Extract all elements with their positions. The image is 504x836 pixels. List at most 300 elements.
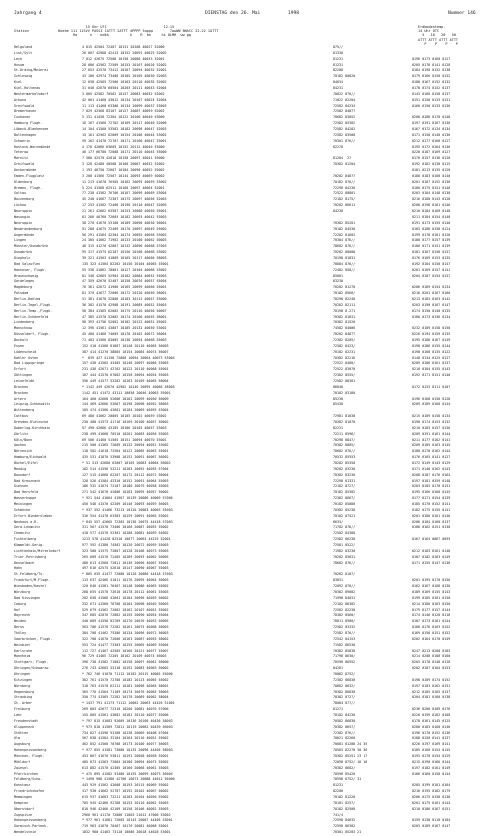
weather-code-groups: 70022 876// xyxy=(333,91,356,96)
station-name: Bocholt xyxy=(14,337,29,342)
observation-code-groups: 1142 451 41472 43111 10058 20046 40063 55001 xyxy=(82,390,171,395)
weather-code-groups: 70282 81270 xyxy=(333,285,356,290)
station-name: Meudig xyxy=(14,466,27,471)
soil-temperatures: 0185 0170 0152 0141 xyxy=(412,502,451,507)
station-name: Kümmeldt-Gerig. xyxy=(14,543,45,548)
weather-code-groups: 72092 876// xyxy=(333,584,356,589)
observation-code-groups: 567 838 41584 32104 10164 20110 40051 55002 xyxy=(82,736,169,741)
weather-code-groups: 70081 81208 24 35 xyxy=(333,742,368,747)
soil-temperatures: 0203 0184 0148 0130 xyxy=(412,191,451,196)
observation-code-groups: 4 015 42504 72407 10131 20108 40027 52006 xyxy=(82,45,165,49)
observation-code-groups: 81 379 41677 72606 10172 20120 40050 58001 xyxy=(82,291,167,296)
station-name: Öhringen/Schwarzw. xyxy=(14,666,51,671)
observation-code-groups: 347 685 42076 72802 10155 20090 40054 55004 xyxy=(82,613,169,618)
station-name: Meiningen xyxy=(14,502,33,507)
soil-temperatures: 0205 0199 0181 0164 xyxy=(412,783,451,788)
weather-code-groups: 70298 8847/ xyxy=(333,437,356,442)
station-name: Marnitz xyxy=(14,156,29,161)
observation-code-groups: 332 671 41560 76700 10164 20098 40049 56003 xyxy=(82,601,169,606)
observation-code-groups: 112 727 41467 42505 10166 20121 40077 55007 xyxy=(82,648,169,653)
weather-code-groups: 70282 84877 xyxy=(333,332,356,337)
station-name: Manschnow xyxy=(14,326,33,331)
station-name: Hof xyxy=(14,607,21,612)
soil-temperatures: 0188 0150 0141 0137 xyxy=(412,736,451,741)
weather-code-groups: 70384 876// xyxy=(333,238,356,243)
station-name: Hahn xyxy=(14,566,23,571)
observation-code-groups: 39 321 41563 41809 10165 20117 40066 58003 xyxy=(82,255,167,260)
weather-code-groups: 84634 xyxy=(333,80,344,85)
weather-code-groups: 72582 84234 xyxy=(333,103,356,108)
weather-code-groups: 72582 82230 xyxy=(333,607,356,612)
soil-temperatures: 0178 0161 0145 0125 xyxy=(412,718,451,723)
observation-code-groups: 453 867 41670 53011 10191 20058 40058 55001 xyxy=(82,753,169,758)
weather-code-groups: 71998 84031 xyxy=(333,595,356,600)
observation-code-groups: 157 430 41565 43405 10146 20097 40066 53003 xyxy=(82,361,169,366)
column-heading-line: Station Boehe 111 11SVV PASSI 1ATTT 2ATTT 4PPPP 5appp 7wwWW 8NhCC 22-22 1ATTT xyxy=(14,29,219,34)
soil-temperatures: 0171 0148 0162 0143 xyxy=(412,466,451,471)
weather-code-groups: 70382 82216 xyxy=(333,355,356,360)
observation-code-groups: 120 646 41581 76407 10148 20080 40063 55002 xyxy=(82,584,169,589)
weather-code-groups: 72981 81030 xyxy=(333,414,356,419)
observation-code-groups: 282 658 41566 42601 10184 20096 40059 58002 xyxy=(82,595,169,600)
soil-temperatures: 0203 0170 0148 0128 xyxy=(412,660,451,665)
station-name: München, Flugh. xyxy=(14,753,45,758)
observation-code-groups: 128 526 41584 42310 10152 20091 40064 55003 xyxy=(82,478,169,483)
weather-code-groups: 70381 85203 21 xyxy=(333,830,362,835)
soil-temperatures: 0187 0173 0161 0144 xyxy=(412,619,451,624)
weather-code-groups: 70282 86611 xyxy=(333,203,356,208)
station-name: Berlin-Dahlem xyxy=(14,296,41,301)
soil-temperatures: 0195 0172 0164 0136 xyxy=(412,144,451,149)
observation-code-groups: 719 963 41670 70407 10176 20081 40068 55001 xyxy=(82,824,169,829)
soil-temperatures: 0216 0180 0143 0128 xyxy=(412,197,451,202)
observation-code-groups: 276 743 42683 53118 10192 20083 40063 56002 xyxy=(82,666,169,671)
station-name: Leipzig-Schkeuditz xyxy=(14,402,51,407)
soil-temperatures: 0206 0189 0154 0134 xyxy=(412,285,451,290)
observation-code-groups: * 762 746 41070 71112 10182 20115 40065 55000 xyxy=(82,671,173,676)
station-name: Bad Lippspringe xyxy=(14,361,45,366)
station-name: Greifswald xyxy=(14,103,35,108)
station-name: Bayreuth xyxy=(14,613,31,618)
soil-temperatures: 0192 0184 0150 0147 xyxy=(412,261,451,266)
weather-code-groups: 84231 xyxy=(333,86,344,91)
observation-code-groups: 113 637 42466 41011 10176 20095 40064 56003 xyxy=(82,578,169,583)
soil-temperatures: 0236 0200 0189 0176 xyxy=(412,707,451,712)
soil-temperatures: 0212 0177 0160 0127 xyxy=(412,138,451,143)
observation-code-groups: 450 548 41570 42209 10148 20093 40059 56003 xyxy=(82,502,169,507)
station-name: Kahler Asten xyxy=(14,355,39,360)
station-name: Münster/Osnabrück xyxy=(14,244,49,249)
observation-code-groups: 810 946 42466 42109 10158 20106 40062 55003 xyxy=(82,806,169,811)
issue-number: Nummer 146 xyxy=(448,11,476,16)
soil-temperatures: 0204 0187 0154 0137 xyxy=(412,273,451,278)
observation-code-groups: 118 502 41610 72504 10122 20085 40063 55001 xyxy=(82,449,169,454)
volume-label: Jahrgang 4 xyxy=(14,11,42,16)
observation-code-groups: 50 384 41565 62002 10175 20116 40056 50007 xyxy=(82,308,167,313)
weather-code-groups: 70382 85201 xyxy=(333,220,356,225)
weather-code-groups: 72542 84153 xyxy=(333,636,356,641)
soil-temperatures: 0211 0184 0154 0140 xyxy=(412,214,451,219)
station-name: Helgoland xyxy=(14,45,33,49)
station-name: Schwerin xyxy=(14,138,31,143)
observation-code-groups: 12 396 41561 43807 10185 20132 40050 53002 xyxy=(82,326,167,331)
observation-code-groups: 529 679 41562 72002 10162 20107 40051 55002 xyxy=(82,607,169,612)
weather-code-groups: 70682 83052 xyxy=(333,115,356,120)
weather-code-groups: 70382 85830 xyxy=(333,648,356,653)
weather-code-groups: 72582 84202 xyxy=(333,127,356,132)
weather-code-groups: 70382 85230 xyxy=(333,507,356,512)
soil-temperatures: 0181 0213 0135 0120 xyxy=(412,168,451,173)
station-name: Trier-Petrisberg xyxy=(14,554,47,559)
weather-code-groups: 70282 80000 xyxy=(333,250,356,255)
observation-code-groups: 271 542 41670 42006 10183 20095 40057 56002 xyxy=(82,490,169,495)
observation-code-groups: 7 029 42568 83107 10127 20087 40059 52002 xyxy=(82,109,165,114)
soil-temperatures: 0167 0164 0067 0055 xyxy=(412,537,451,542)
station-name: Bad Salzuflen xyxy=(14,261,41,266)
observation-code-groups: * 797 815 41683 92609 10136 20100 40436 58003 xyxy=(82,718,173,723)
station-name: Teterow xyxy=(14,150,29,155)
observation-code-groups: 322 708 41670 72606 10163 20087 40055 58002 xyxy=(82,636,169,641)
weather-code-groups: 70182 84230 xyxy=(333,712,356,717)
column-headings xyxy=(14,25,218,38)
soil-temperatures: 0180 0173 0156 0134 xyxy=(412,314,451,319)
weather-code-groups: 84230 xyxy=(333,209,344,214)
weather-code-groups: 70382 81070 xyxy=(333,420,356,424)
station-name: Pfarrkirchen xyxy=(14,771,39,776)
observation-code-groups: 127 515 41668 62207 10172 20112 40072 56004 xyxy=(82,472,169,477)
soil-temperatures: 0210 0186 0167 0151 xyxy=(412,806,451,811)
station-name: St.Feldberg/Ts. xyxy=(14,572,45,577)
weather-code-groups: 70282 85350 xyxy=(333,461,356,466)
observation-code-groups: 396 738 41582 71002 10158 20097 40061 56000 xyxy=(82,660,169,665)
station-name: Bad Kreuznach xyxy=(14,478,41,483)
soil-temperatures: 0209 0185 0163 0145 xyxy=(412,443,451,448)
weather-code-groups: 72482 858// xyxy=(333,267,356,272)
station-name: Straubing xyxy=(14,695,33,700)
station-name: Doberlug-Kirchhain xyxy=(14,425,51,430)
soil-temperatures: 0200 0188 0170 0148 xyxy=(412,115,451,120)
station-name: Lichtenhain/Mittelndorf xyxy=(14,548,61,553)
weather-code-groups: 70382 81520 xyxy=(333,320,356,325)
soil-temperatures: 0195 0188 0167 0149 xyxy=(412,337,451,342)
column-heading-line: 15 Uhr UTC 12-15 xyxy=(14,25,175,29)
station-name: Coburg xyxy=(14,601,27,606)
station-name: Klippeneck xyxy=(14,724,35,729)
weather-code-groups: 72582 88301 xyxy=(333,378,356,383)
soil-temperatures: 0180 0176 0163 0152 xyxy=(412,625,451,630)
soil-temperatures: 0203 0185 0170 0151 xyxy=(412,484,451,489)
weather-code-groups: 72182 8727/ xyxy=(333,484,356,489)
station-name: Lingen xyxy=(14,238,27,243)
weather-code-groups: 70382 8602/ xyxy=(333,765,356,770)
weather-code-groups: 78682 876// xyxy=(333,244,356,249)
soil-temperatures: 0170 0157 0136 0120 xyxy=(412,156,451,161)
soil-temperatures: 0209 0191 0161 0144 xyxy=(412,431,451,436)
station-name: Stuttgart, Flugh. xyxy=(14,660,49,665)
soil-temperatures: 0212 0183 0161 0148 xyxy=(412,548,451,553)
weather-code-groups: 81330 xyxy=(333,50,344,55)
station-name: Artern xyxy=(14,396,27,401)
station-name: Brocken xyxy=(14,390,29,395)
observation-code-groups: 55 338 41862 70001 10127 20104 40066 53002 xyxy=(82,267,167,272)
observation-code-groups: 164 460 42668 52606 10162 20099 40050 56009 xyxy=(82,396,169,401)
observation-code-groups: 69 506 41460 51505 10151 20094 40070 53001 xyxy=(82,437,167,442)
observation-code-groups: * 475 895 41582 53406 10155 20099 40073 56004 xyxy=(82,771,173,776)
observation-code-groups: 417 930 41662 52707 10192 20102 40067 56002 xyxy=(82,789,169,794)
observation-code-groups: 5 131 41458 72304 10122 20100 40040 53000 xyxy=(82,115,165,120)
observation-code-groups: 7 580 42570 42810 10158 20097 40041 55000 xyxy=(82,156,165,161)
station-name: Nörvenich xyxy=(14,449,33,454)
observation-code-groups: 38 270 41670 53108 10189 20090 40030 56001 xyxy=(82,220,167,225)
weather-code-groups: 82208 xyxy=(333,68,344,73)
weather-code-groups: 70182 81220 xyxy=(333,795,356,799)
observation-code-groups: 231 436 42671 42702 10122 20110 40068 55001 xyxy=(82,367,169,372)
station-name: Regensburg xyxy=(14,689,35,694)
observation-code-groups: 56 291 41564 42304 10174 20092 40058 53002 xyxy=(82,232,167,237)
weather-code-groups: 71982 83230 xyxy=(333,548,356,553)
weather-code-groups: 81231 xyxy=(333,56,344,61)
station-name: Berlin-Temp.,Flugh. xyxy=(14,308,53,313)
soil-temperatures: 0179 0177 0157 0144 xyxy=(412,607,451,612)
soil-temperatures: 0166 0160 0150 0144 xyxy=(412,771,451,776)
soil-temperatures: 0143 0160 0150 0137 xyxy=(412,91,451,96)
station-name: Hohenpeissenberg xyxy=(14,818,47,823)
soil-temperatures: 0176 0165 0141 0127 xyxy=(412,455,451,460)
weather-code-groups: 72382 8205/ xyxy=(333,337,356,342)
observation-code-groups: 705 945 42466 92708 10153 20110 40062 55003 xyxy=(82,800,169,805)
station-name: Berlin-Schönefeld xyxy=(14,314,49,319)
station-name: Hannover, Flugh. xyxy=(14,267,47,272)
station-name: Magdeburg xyxy=(14,285,33,290)
soil-temperatures: 0180 0175 0151 0140 xyxy=(412,185,451,190)
observation-code-groups: 42 001 41460 43012 10134 20107 40024 52004 xyxy=(82,97,167,102)
station-name: Weiden xyxy=(14,619,27,624)
weather-code-groups: 78084 877// xyxy=(333,701,356,706)
weather-code-groups: 70382 8805/ xyxy=(333,443,356,448)
observation-code-groups: 48 315 41270 42807 10132 20096 40068 57003 xyxy=(82,244,167,249)
station-name: Westermarkelsdorf xyxy=(14,91,49,96)
station-name: Bonndorf xyxy=(14,472,31,477)
observation-code-groups: * 977 855 41581 73008 10135 20096 44405 58003 xyxy=(82,748,173,753)
station-name: Neubrandenburg xyxy=(14,226,43,231)
soil-temperatures: 0180 0162 0151 0130 xyxy=(412,525,451,530)
weather-code-groups: 82231 xyxy=(333,425,344,430)
observation-code-groups: * 1490 908 41580 42706 10073 20088 44612 56000 xyxy=(82,777,175,782)
observation-code-groups: 3 120 42480 40508 10160 20087 40032 52002 xyxy=(82,162,165,167)
soil-temperatures: 0226 0197 0169 0141 xyxy=(412,742,451,747)
station-name: Zwiesel xyxy=(14,765,29,770)
weather-code-groups: 70182 84530 xyxy=(333,226,356,231)
weather-code-groups: 72582 85302 xyxy=(333,121,356,126)
station-name: Würzburg xyxy=(14,589,31,594)
observation-code-groups: 91 280 41675 72409 10170 20097 40049 55002 xyxy=(82,226,167,231)
soil-temperatures: 0196 0173 0160 0127 xyxy=(412,56,451,61)
soil-temperatures: 0172 0149 0143 0129 xyxy=(412,461,451,466)
weather-code-groups: 71798 8630/ xyxy=(333,654,356,659)
soil-temperatures: 0169 0156 0151 0152 xyxy=(412,630,451,635)
soil-temperatures: 0190 0168 0135 0122 xyxy=(412,349,451,354)
station-name: Bremen, Flugh. xyxy=(14,185,43,190)
observation-code-groups: 1832 980 41463 73110 10086 20018 44628 53001 xyxy=(82,830,171,835)
station-name: Gera-Leumnitz xyxy=(14,525,41,530)
weather-code-groups: 72182 86302 xyxy=(333,601,356,606)
station-name: Wasungin xyxy=(14,214,31,219)
soil-temperatures: 0198 0189 0174 0152 xyxy=(412,677,451,682)
observation-code-groups: 435 531 41870 53908 10152 20091 40067 56002 xyxy=(82,455,169,460)
observation-code-groups: 51 381 41670 52808 10183 20112 40057 53000 xyxy=(82,296,167,301)
observation-code-groups: 97 490 42666 43105 10186 20103 40057 53003 xyxy=(82,425,167,430)
observation-code-groups: 1 193 46750 72607 10184 20090 40052 55002 xyxy=(82,168,165,173)
station-name: Erfurt xyxy=(14,367,27,372)
observation-code-groups: * 845 557 42665 72305 10136 20075 44418 57003 xyxy=(82,519,173,524)
weather-code-groups: 70382 89002 xyxy=(333,589,356,594)
soil-temperatures: 0188 0167 0152 0132 xyxy=(412,80,451,85)
soil-temperatures: 0195 0166 0160 0145 xyxy=(412,490,451,495)
station-name: Wasserkuppe xyxy=(14,496,37,501)
observation-code-groups: 350 774 41565 72202 10178 20089 40062 58004 xyxy=(82,695,169,700)
soil-temperatures: 0180 0183 0160 0140 xyxy=(412,173,451,178)
soil-temperatures: 0206 0184 0160 0137 xyxy=(412,519,451,524)
observation-code-groups: * 839 427 41158 72808 10094 20064 40073 53004 xyxy=(82,355,175,360)
observation-code-groups: 480 613 41560 72811 10136 20096 40067 55001 xyxy=(82,560,169,565)
station-name: Leck xyxy=(14,56,23,61)
soil-temperatures: 0215 0190 0166 0144 xyxy=(412,759,451,764)
soil-heading-line: Erdbodentemp. xyxy=(418,25,446,29)
observation-code-groups: 69 480 41662 20005 10185 20102 40059 53002 xyxy=(82,414,167,419)
observation-code-groups: 167 444 41570 67002 10158 20094 40054 55003 xyxy=(82,373,169,378)
observation-code-groups: 265 609 41570 72405 10189 20093 40062 56005 xyxy=(82,554,169,559)
observation-code-groups: 81 266 46760 72605 10182 20093 40042 53003 xyxy=(82,214,167,219)
station-name: Bad Hersfeld xyxy=(14,490,39,495)
station-name: Mühldorf xyxy=(14,759,31,764)
weather-code-groups: 71022 82204 xyxy=(333,97,356,102)
soil-temperatures: 0211 0177 0162 0141 xyxy=(412,437,451,442)
soil-temperatures: 0180 0171 0151 0139 xyxy=(412,244,451,249)
weather-code-groups: 72182 8175/ xyxy=(333,197,356,202)
weather-code-groups: 72582 8423/ xyxy=(333,343,356,348)
soil-temperatures: 0160 0150 0133 0136 xyxy=(412,103,451,108)
weather-code-groups: 70382 83230 xyxy=(333,472,356,477)
weather-code-groups: 72382 86830 xyxy=(333,677,356,682)
station-name: Schleswig xyxy=(14,74,33,79)
soil-temperatures: 0192 0162 0130 0115 xyxy=(412,162,451,167)
weather-code-groups: 86840 xyxy=(333,384,344,389)
soil-temperatures: 0189 0169 0155 0143 xyxy=(412,589,451,594)
weather-code-groups: 81204 27 xyxy=(333,156,352,161)
station-name: Wittenberg xyxy=(14,408,35,413)
observation-code-groups: 31 046 42670 60504 10203 20111 40043 52004 xyxy=(82,86,167,91)
weather-code-groups: 70382 81831 xyxy=(333,314,356,319)
observation-code-groups: 96 729 41465 72205 10162 20109 40074 56003 xyxy=(82,654,167,659)
observation-code-groups: 418 577 41570 52301 10188 20081 40059 54002 xyxy=(82,531,169,536)
weather-code-groups: 72582 83500 xyxy=(333,132,356,137)
observation-code-groups: 152 410 41568 81807 10148 20110 40065 56003 xyxy=(82,343,169,348)
weather-code-groups: 72382 8555/ xyxy=(333,373,356,378)
station-name: Hamburg/Eichwald xyxy=(14,455,47,460)
soil-temperatures: 0210 0183 0157 0136 xyxy=(412,425,451,430)
station-name: Köln/Bonn xyxy=(14,437,33,442)
observation-code-groups: * 937 552 41466 73213 10120 20083 40063 55003 xyxy=(82,507,173,512)
weather-code-groups: 72522 8480/ xyxy=(333,361,356,366)
weather-code-groups: 70598 86552 xyxy=(333,660,356,665)
soil-temperatures: 0226 0194 0159 0135 xyxy=(412,332,451,337)
observation-code-groups: 440 689 41558 82709 10170 20076 40053 56005 xyxy=(82,619,169,624)
observation-code-groups: 98 393 41756 52002 10182 20122 40051 55002 xyxy=(82,320,167,325)
soil-temperatures: 0203 0189 0167 0147 xyxy=(412,824,451,829)
weather-code-groups: 70598 85420 xyxy=(333,771,356,776)
observation-code-groups: 95 317 41575 62107 10156 20108 40068 53002 xyxy=(82,250,167,255)
weather-code-groups: 70582 86830 xyxy=(333,718,356,723)
observation-code-groups: * 805 635 41477 72008 10120 20080 44418 57003 xyxy=(82,572,173,577)
station-name: Ueckermünde xyxy=(14,168,37,173)
weather-code-groups: 70182 8560/ xyxy=(333,291,356,296)
weather-code-groups: 70682 876// xyxy=(333,449,356,454)
observation-code-groups: 613 882 41570 42305 10160 20068 40061 55003 xyxy=(82,765,169,770)
soil-temperatures: 0185 0160 0154 0145 xyxy=(412,748,451,753)
station-name: Diepholz xyxy=(14,255,31,260)
weather-code-groups: 83831 xyxy=(333,578,344,583)
weather-code-groups: 81231 xyxy=(333,62,344,67)
weather-code-groups: 70282 83230 xyxy=(333,466,356,471)
weather-code-groups: 81271 xyxy=(333,707,344,712)
weather-code-groups: 85430 xyxy=(333,402,344,407)
weather-code-groups: 70282 82111 xyxy=(333,302,356,307)
station-name: Büchel/Eifel xyxy=(14,461,39,466)
weather-code-groups: 85230 xyxy=(333,396,344,401)
station-name: Mannheim xyxy=(14,654,31,659)
station-name: Arkona xyxy=(14,97,27,102)
station-name: Boltenhagen xyxy=(14,132,37,137)
column-heading-line: Ra n bdkk k R bh hi 0LMH ww gg xyxy=(14,33,192,38)
soil-temperatures xyxy=(412,830,492,836)
station-name: Memmingen xyxy=(14,795,33,799)
weather-code-groups: 78011 8900/ xyxy=(333,619,356,624)
soil-heading-line: 14 Uhr UTC xyxy=(418,29,440,34)
observation-code-groups: 1213 578 41428 82510 10077 20063 44225 52001 xyxy=(82,537,171,542)
weather-code-groups: 85001 xyxy=(333,273,344,278)
soil-temperatures: 0172 0153 0111 0107 xyxy=(412,384,451,389)
observation-code-groups: 186 532 41674 72107 10180 20079 40058 55003 xyxy=(82,484,169,489)
observation-code-groups: 384 708 41462 75306 10134 20096 40072 56003 xyxy=(82,630,169,635)
observation-code-groups: * 921 544 41664 41907 10139 20086 40069 57006 xyxy=(82,496,173,501)
station-table xyxy=(14,45,494,836)
issue-date: DIENSTAG den 26. Mai 1998 xyxy=(205,11,300,16)
soil-temperatures: 0159 0138 0118 0104 xyxy=(412,818,451,823)
soil-temperatures: 0203 0190 0167 0147 xyxy=(412,302,451,307)
station-name: Braunschweig xyxy=(14,273,39,278)
weather-code-groups: 78682 876// xyxy=(333,560,356,565)
observation-code-groups: 356 449 41577 53202 10163 20109 40065 58004 xyxy=(82,378,169,383)
observation-code-groups: 102 514 41558 52211 10183 20092 40055 57004 xyxy=(82,466,169,471)
soil-temperatures: 0187 0182 0163 0149 xyxy=(412,554,451,559)
weather-code-groups: 70382 8560/ xyxy=(333,613,356,618)
station-name: Aachen xyxy=(14,443,27,448)
weather-code-groups: 875// xyxy=(333,45,344,49)
soil-temperatures: 0226 0199 0182 0160 xyxy=(412,712,451,717)
weather-code-groups: 70182 83180 xyxy=(333,390,356,395)
soil-temperatures: 0204 0181 0160 0138 xyxy=(412,695,451,700)
soil-temperatures: 0210 0184 0155 0143 xyxy=(412,367,451,372)
station-name: Karlsruhe xyxy=(14,648,33,653)
station-name: List/Sylt xyxy=(14,50,33,55)
station-name: Augsburg xyxy=(14,742,31,747)
soil-temperatures: 0198 0186 0155 0144 xyxy=(412,343,451,348)
observation-code-groups: 17 253 41562 72408 10190 20110 40047 52005 xyxy=(82,203,167,208)
station-name: Erfurt-Bindersleben xyxy=(14,513,53,518)
station-name: Berus xyxy=(14,625,25,630)
soil-temperatures: 0201 0180 0161 0146 xyxy=(412,513,451,518)
observation-code-groups: 14 104 41560 53502 10182 20098 40047 52003 xyxy=(82,127,167,132)
